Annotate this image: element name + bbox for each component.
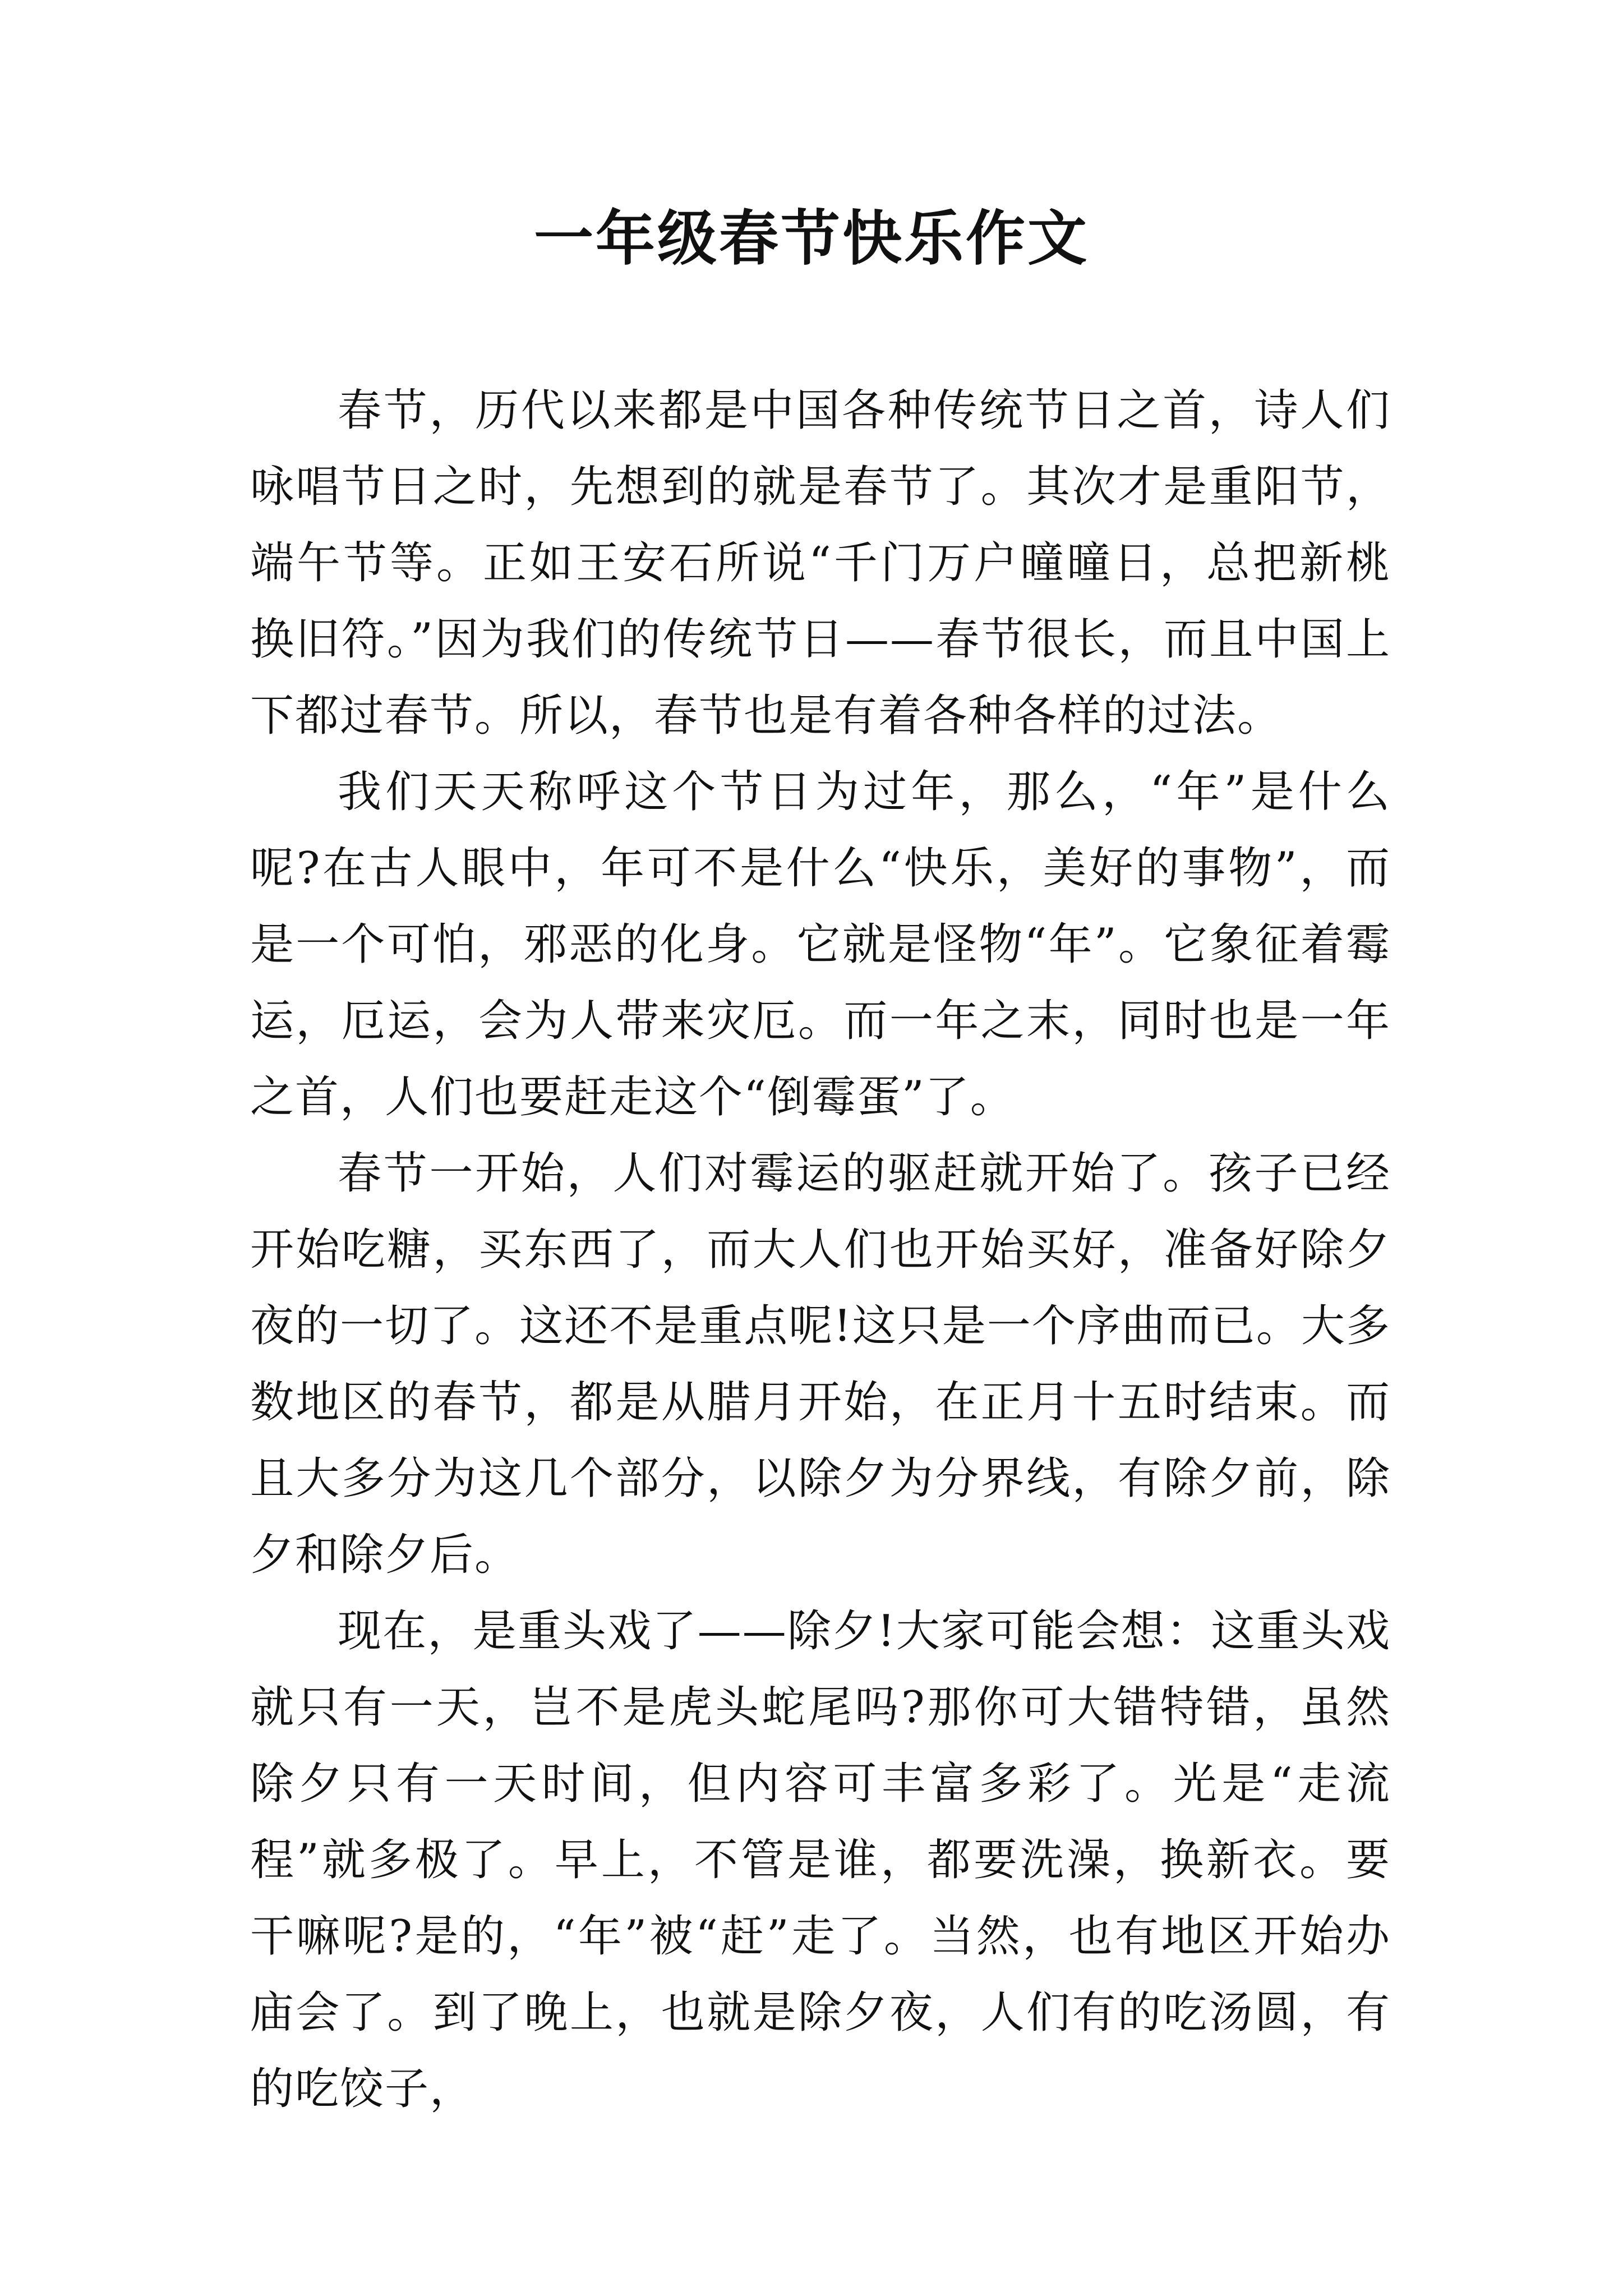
document-title: 一年级春节快乐作文 bbox=[534, 203, 1089, 273]
paragraph-4: 现在，是重头戏了——除夕!大家可能会想：这重头戏就只有一天，岂不是虎头蛇尾吗?那你可大错特错，虽然除夕只有一天时间，但内容可丰富多彩了。光是“走流程”就多极了。早上，不管是谁，都要洗澡，换新衣。要干嘛呢?是的，“年”被“赶”走了。当然，也有地区开始办庙会了。到了晚上，也就是除夕夜，人们有的吃汤圆，有的吃饺子， bbox=[250, 1606, 1391, 2114]
paragraph-1: 春节，历代以来都是中国各种传统节日之首，诗人们咏唱节日之时，先想到的就是春节了。其次才是重阳节，端午节等。正如王安石所说“千门万户曈曈日，总把新桃换旧符。”因为我们的传统节日——春节很长，而且中国上下都过春节。所以，春节也是有着各种各样的过法。 bbox=[250, 385, 1391, 741]
document-body bbox=[250, 372, 1391, 2127]
paragraph-2: 我们天天称呼这个节日为过年，那么，“年”是什么呢?在古人眼中，年可不是什么“快乐，美好的事物”，而是一个可怕，邪恶的化身。它就是怪物“年”。它象征着霉运，厄运，会为人带来灾厄。而一年之末，同时也是一年之首，人们也要赶走这个“倒霉蛋”了。 bbox=[250, 767, 1391, 1122]
paragraph-3: 春节一开始，人们对霉运的驱赶就开始了。孩子已经开始吃糖，买东西了，而大人们也开始买好，准备好除夕夜的一切了。这还不是重点呢!这只是一个序曲而已。大多数地区的春节，都是从腊月开始，在正月十五时结束。而且大多分为这几个部分，以除夕为分界线，有除夕前，除夕和除夕后。 bbox=[250, 1148, 1391, 1580]
